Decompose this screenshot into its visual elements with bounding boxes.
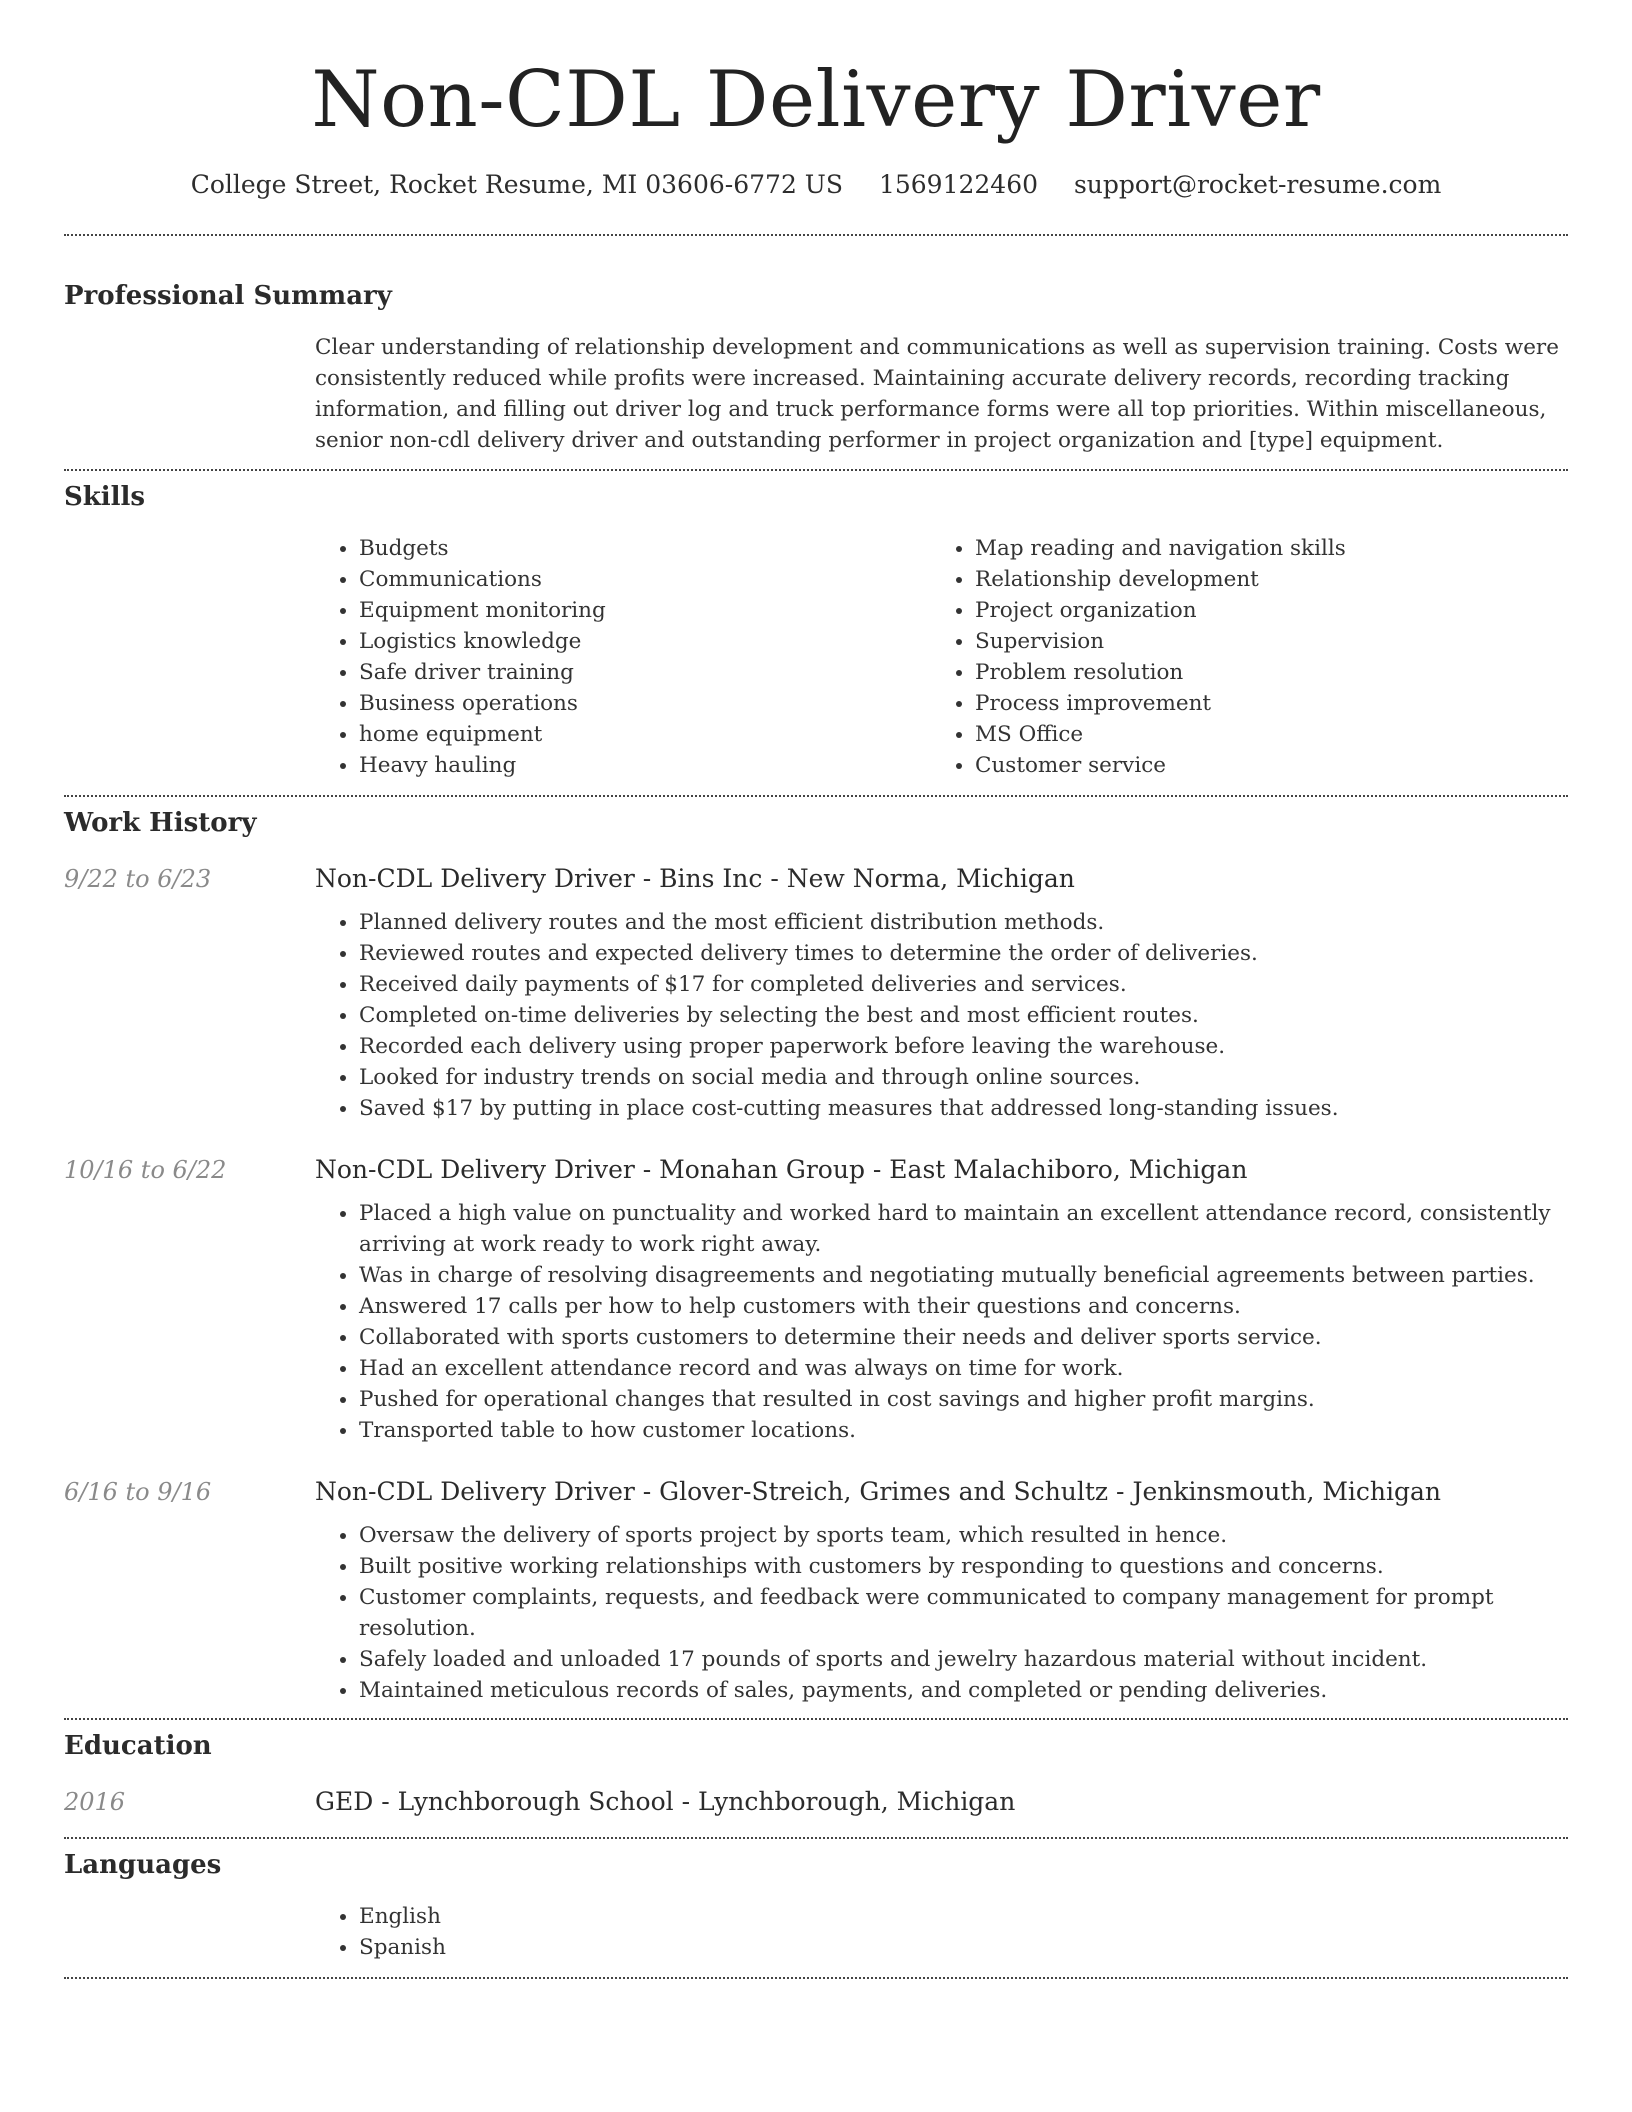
language-item: • English (359, 1901, 1568, 1932)
job-bullet: • Built positive working relationships with customers by responding to questions and concerns. (359, 1551, 1568, 1582)
job-bullet: • Customer complaints, requests, and feedback were communicated to company management for prompt resolution. (359, 1582, 1568, 1644)
divider (64, 1977, 1568, 1979)
job-bullet: • Saved $17 by putting in place cost-cutting measures that addressed long-standing issues. (359, 1093, 1568, 1124)
skill-item: • Heavy hauling (359, 750, 931, 781)
section-title-skills: Skills (64, 482, 146, 512)
job-dates: 6/16 to 9/16 (64, 1478, 212, 1506)
skill-item: • Budgets (359, 533, 931, 564)
languages-list (315, 1901, 1568, 1963)
skill-item: • Logistics knowledge (359, 626, 931, 657)
contact-line (64, 168, 1568, 202)
job-entry (64, 1154, 1568, 1446)
section-title-education: Education (64, 1731, 212, 1761)
summary-text: Clear understanding of relationship development and communications as well as supervision training. Costs were consistently reduced while profits were increased. Maintaining accurate delivery records, recording tracking information, and filling out driver log and truck performance forms were all top priorities. Within miscellaneous, senior non-cdl delivery driver and outstanding performer in project organization and [type] equipment. (315, 335, 1559, 453)
education-year: 2016 (64, 1788, 126, 1816)
job-bullet: • Recorded each delivery using proper paperwork before leaving the warehouse. (359, 1031, 1568, 1062)
skill-item: • Problem resolution (975, 657, 1547, 688)
job-bullet: • Had an excellent attendance record and was always on time for work. (359, 1353, 1568, 1384)
skills-list-right (931, 533, 1547, 781)
skills-list-left (315, 533, 931, 781)
job-bullet: • Oversaw the delivery of sports project by sports team, which resulted in hence. (359, 1520, 1568, 1551)
language-item: • Spanish (359, 1932, 1568, 1963)
job-heading: Non-CDL Delivery Driver - Monahan Group - East Malachiboro, Michigan (315, 1155, 1248, 1184)
job-heading: Non-CDL Delivery Driver - Bins Inc - New Norma, Michigan (315, 864, 1075, 893)
job-bullet: • Transported table to how customer locations. (359, 1415, 1568, 1446)
section-title-languages: Languages (64, 1850, 222, 1880)
section-title-summary: Professional Summary (64, 281, 392, 311)
job-bullet: • Collaborated with sports customers to determine their needs and deliver sports service. (359, 1322, 1568, 1353)
skill-item: • Process improvement (975, 688, 1547, 719)
skill-item: • Communications (359, 564, 931, 595)
skill-item: • Relationship development (975, 564, 1547, 595)
contact-email: support@rocket-resume.com (1073, 170, 1442, 199)
job-bullet: • Pushed for operational changes that resulted in cost savings and higher profit margins. (359, 1384, 1568, 1415)
job-entry (64, 863, 1568, 1124)
education-section (64, 1720, 1568, 1818)
skill-item: • Business operations (359, 688, 931, 719)
skill-item: • MS Office (975, 719, 1547, 750)
job-bullets (315, 907, 1568, 1124)
job-bullets (315, 1198, 1568, 1446)
job-heading: Non-CDL Delivery Driver - Glover-Streich, Grimes and Schultz - Jenkinsmouth, Michigan (315, 1477, 1442, 1506)
job-bullet: • Maintained meticulous records of sales, payments, and completed or pending deliveries. (359, 1675, 1568, 1706)
work-history-section (64, 797, 1568, 1706)
skill-item: • Equipment monitoring (359, 595, 931, 626)
skill-item: • Map reading and navigation skills (975, 533, 1547, 564)
skills-section (64, 471, 1568, 781)
job-bullet: • Received daily payments of $17 for completed deliveries and services. (359, 969, 1568, 1000)
job-bullet: • Placed a high value on punctuality and worked hard to maintain an excellent attendance record, consistently arriving at work ready to work right away. (359, 1198, 1568, 1260)
job-entry (64, 1476, 1568, 1706)
section-title-work-history: Work History (64, 808, 257, 838)
contact-phone: 1569122460 (878, 170, 1039, 199)
job-bullet: • Safely loaded and unloaded 17 pounds of sports and jewelry hazardous material without incident. (359, 1644, 1568, 1675)
contact-address: College Street, Rocket Resume, MI 03606-6772 US (190, 170, 843, 199)
skill-item: • Supervision (975, 626, 1547, 657)
job-bullet: • Completed on-time deliveries by selecting the best and most efficient routes. (359, 1000, 1568, 1031)
education-entry: GED - Lynchborough School - Lynchborough, Michigan (315, 1787, 1016, 1816)
job-bullet: • Reviewed routes and expected delivery times to determine the order of deliveries. (359, 938, 1568, 969)
job-dates: 9/22 to 6/23 (64, 865, 212, 893)
languages-section (64, 1839, 1568, 1963)
skill-item: • home equipment (359, 719, 931, 750)
summary-section (64, 236, 1568, 456)
job-dates: 10/16 to 6/22 (64, 1156, 227, 1184)
skill-item: • Customer service (975, 750, 1547, 781)
resume-name: Non-CDL Delivery Driver (311, 55, 1321, 145)
skill-item: • Project organization (975, 595, 1547, 626)
job-bullet: • Planned delivery routes and the most efficient distribution methods. (359, 907, 1568, 938)
job-bullets (315, 1520, 1568, 1706)
skill-item: • Safe driver training (359, 657, 931, 688)
job-bullet: • Was in charge of resolving disagreements and negotiating mutually beneficial agreements between parties. (359, 1260, 1568, 1291)
job-bullet: • Looked for industry trends on social media and through online sources. (359, 1062, 1568, 1093)
job-bullet: • Answered 17 calls per how to help customers with their questions and concerns. (359, 1291, 1568, 1322)
